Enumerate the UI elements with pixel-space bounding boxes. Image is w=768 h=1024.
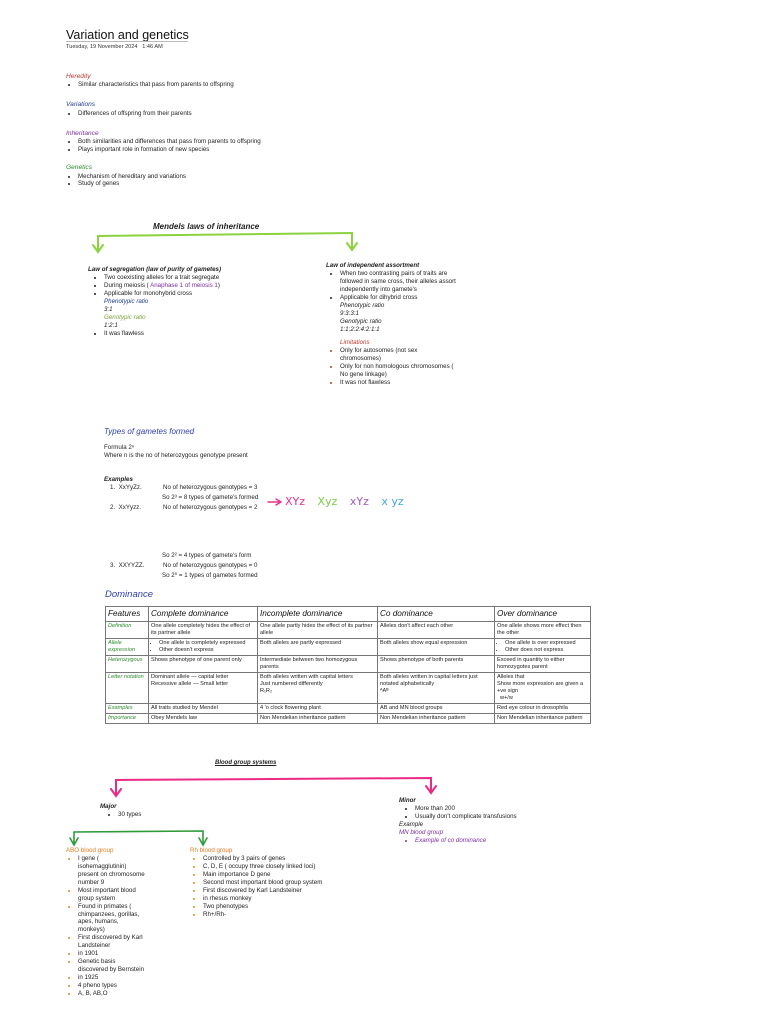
rh-point: • in rhesus monkey — [203, 895, 370, 903]
dominance-table — [105, 606, 591, 724]
blood-bracket — [111, 778, 436, 796]
date-text: Tuesday, 19 November 2024 — [66, 44, 138, 50]
geno-label: Genotypic ratio — [340, 317, 382, 325]
table-cell — [495, 639, 591, 656]
table-cell — [378, 673, 495, 704]
meiosis-pre: During meiosis ( — [104, 281, 149, 289]
example-1-line-2: So 2³ = 8 types of gamete's formed — [162, 494, 259, 501]
gamete-2: Xyz — [317, 495, 338, 508]
dihybrid-text: Applicable for dihybrid cross — [340, 293, 418, 301]
gametes-where: Where n is the no of heterozygous genotype present — [104, 452, 248, 459]
table-cell — [258, 673, 378, 704]
dominance-title: Dominance — [105, 589, 154, 600]
abo-rh-bracket — [70, 831, 207, 845]
table-cell — [149, 673, 258, 704]
major-group — [100, 803, 190, 819]
limitations-label: Limitations — [340, 339, 370, 347]
limitation-item: • Only for autosomes (not sex chromosomes) — [340, 347, 456, 363]
table-cell: One allele completely hides the effect of its partner allele — [149, 622, 258, 639]
example-number: 2. — [110, 504, 116, 511]
table-header: Complete dominance — [149, 607, 258, 622]
table-cell — [495, 673, 591, 704]
abo-point: • Most important blood group system — [78, 887, 146, 903]
cell-point: • One allele is over expressed — [505, 640, 588, 647]
genetics-point: • Study of genes — [78, 180, 426, 188]
law-of-independent-assortment — [326, 262, 456, 387]
row-label: Heterozygous — [106, 656, 149, 673]
cell-line: Both alleles written with capital letters — [260, 674, 353, 681]
example-3-line-1: No of heterozygous genotypes = 0 — [163, 562, 258, 569]
table-cell: AB and MN blood groups — [378, 704, 495, 714]
gamete-3: xYz — [349, 495, 369, 508]
cell-line: Just numbered differently — [260, 681, 323, 688]
table-cell: Alleles don't affect each other — [378, 622, 495, 639]
example-2-line-2: So 2² = 4 types of gamete's form — [162, 552, 252, 559]
pheno-value: 9:3:3:1 — [340, 309, 359, 317]
row-label: Letter notation — [106, 673, 149, 704]
mendel-title: Mendels laws of inheritance — [153, 222, 260, 231]
table-row — [106, 704, 591, 714]
rh-point: • Rh+/Rh- — [203, 911, 370, 919]
abo-group — [66, 847, 146, 998]
meiosis-post: ) — [217, 281, 220, 289]
inheritance-point: • Both similarities and differences that pass from parents to offspring — [78, 138, 426, 146]
cell-point: • Other does not express — [505, 647, 588, 654]
geno-value: 1:1:2:2:4:2:1:1 — [340, 325, 380, 333]
minor-point: • Usually don't complicate transfusions — [415, 813, 559, 821]
rh-point: • Second most important blood group system — [203, 879, 370, 887]
law-of-segregation — [88, 266, 298, 337]
handwritten-gametes — [285, 495, 404, 509]
meiosis-anaphase: Anaphase 1 of meiosis 1 — [148, 281, 218, 289]
term-genetics: Genetics — [66, 164, 93, 172]
table-cell: Both alleles are partly expressed — [258, 639, 378, 656]
abo-title: ABO blood group — [66, 847, 114, 854]
page-title: Variation and genetics — [66, 28, 189, 42]
monohybrid-text: Applicable for monohybrid cross — [104, 289, 193, 297]
pheno-value: 3:1 — [104, 305, 113, 313]
table-cell: Shows phenotype of both parents — [378, 656, 495, 673]
blood-title: Blood group systems — [215, 760, 277, 766]
term-inheritance: Inheritance — [66, 129, 99, 137]
minor-group — [399, 797, 559, 845]
segregation-point: • It was flawless — [104, 330, 298, 338]
cell-line: ᴬAᴮ — [380, 688, 389, 695]
table-cell: All traits studied by Mendel — [149, 704, 258, 714]
table-cell: One allele shows more effect then the other — [495, 622, 591, 639]
limitation-item: • Only for non homologous chromosomes ( No gene linkage) — [340, 363, 456, 379]
table-cell: Obey Mendels law — [149, 714, 258, 724]
rh-point: • C, D, E ( occupy three closely linked loci) — [203, 863, 370, 871]
examples-label: Examples — [104, 476, 133, 483]
table-row — [106, 714, 591, 724]
term-variations: Variations — [66, 101, 96, 109]
major-label: Major — [100, 803, 117, 810]
geno-value: 1:2:1 — [104, 321, 118, 329]
cell-line: R₁R₂ — [260, 688, 273, 695]
cell-line: Recessive allele — Small letter — [151, 681, 229, 688]
example-1-line-1: No of heterozygous genotypes = 3 — [163, 484, 258, 491]
abo-point: • Genetic basis discovered by Bernstein — [78, 958, 146, 974]
table-cell: Exceed in quantity to either homozygotes parent — [495, 656, 591, 673]
limitation-item: • It was not flawless — [340, 379, 456, 387]
example-2-line-1: No of heterozygous genotypes = 2 — [163, 504, 258, 511]
time-text: 1:46 AM — [142, 44, 163, 50]
rh-point: • Main importance D gene — [203, 871, 370, 879]
cell-line: Show more expression are given a +ve sign — [497, 681, 584, 695]
segregation-point: • Two coexisting alleles for a trait segregate — [104, 274, 298, 282]
table-cell: Non Mendelian inheritance pattern — [378, 714, 495, 724]
rh-point: • Two phenotypes — [203, 903, 370, 911]
inheritance-point: • Plays important role in formation of new species — [78, 146, 426, 154]
minor-example-label: Example — [399, 820, 424, 828]
example-number: 1. — [110, 484, 116, 491]
minor-point: • More than 200 — [415, 805, 559, 813]
mendel-bracket — [93, 233, 357, 252]
pheno-label: Phenotypic ratio — [340, 301, 385, 309]
example-genotype: XxYyZz. — [118, 484, 142, 491]
cell-point: • One allele is completely expressed — [159, 640, 255, 647]
example-genotype: XXYYZZ. — [118, 562, 145, 569]
gamete-4: x yz — [381, 495, 404, 508]
table-row — [106, 622, 591, 639]
table-row — [106, 639, 591, 656]
cell-line: w+/w — [500, 695, 513, 702]
table-row — [106, 673, 591, 704]
independent-point — [340, 294, 456, 334]
heredity-point: • Similar characteristics that pass from parents to offspring — [78, 81, 426, 89]
row-label: Importance — [106, 714, 149, 724]
table-row — [106, 656, 591, 673]
example-1 — [110, 484, 142, 492]
segregation-title: Law of segregation (law of purity of gametes) — [88, 266, 222, 273]
example-2 — [110, 504, 141, 512]
table-cell: Red eye colour in drosophila — [495, 704, 591, 714]
table-header-row — [106, 607, 591, 622]
abo-point: • A, B, AB,O — [78, 990, 146, 998]
abo-point: • 4 pheno types — [78, 982, 146, 990]
table-cell: Non Mendelian inheritance pattern — [495, 714, 591, 724]
row-label: Examples — [106, 704, 149, 714]
term-heredity: Heredity — [66, 73, 91, 80]
rh-point: • Controlled by 3 pairs of genes — [203, 855, 370, 863]
rh-title: Rh blood group — [190, 847, 233, 854]
minor-label: Minor — [399, 797, 416, 804]
pheno-label: Phenotypic ratio — [104, 297, 149, 305]
row-label: Allele expression — [106, 639, 149, 656]
rh-point: • First discovered by Karl Landsteiner — [203, 887, 370, 895]
abo-point: • Found in primates ( chimpanzees, gorillas, apes, humans, monkeys) — [78, 903, 146, 935]
abo-point: • First discovered by Karl Landsteiner — [78, 934, 146, 950]
table-cell: Both alleles show equal expression — [378, 639, 495, 656]
table-cell — [149, 639, 258, 656]
example-3 — [110, 562, 144, 570]
table-cell: Non Mendelian inheritance pattern — [258, 714, 378, 724]
genetics-point: • Mechanism of hereditary and variations — [78, 173, 426, 181]
gametes-arrow — [268, 499, 281, 505]
segregation-point — [104, 282, 298, 290]
example-3-line-2: So 2⁰ = 1 types of gametes formed — [162, 572, 258, 579]
geno-label: Genotypic ratio — [104, 313, 146, 321]
table-cell: One allele partly hides the effect of its partner allele — [258, 622, 378, 639]
major-point: • 30 types — [118, 811, 190, 819]
segregation-point — [104, 290, 298, 330]
independent-point: • When two contrasting pairs of traits are followed in same cross, their alleles assort independently into gamete's — [340, 270, 456, 294]
table-header: Co dominance — [378, 607, 495, 622]
row-label: Definition — [106, 622, 149, 639]
abo-point: • in 1901 — [78, 950, 146, 958]
mn-point: • Example of co dominance — [415, 837, 559, 845]
cell-line: Dominant allele — capital letter — [151, 674, 229, 681]
abo-point: • I gene ( isohemagglutinin) present on chromosome number 9 — [78, 855, 146, 887]
independent-title: Law of independent assortment — [326, 262, 420, 269]
gamete-1: XYz — [285, 495, 306, 508]
table-header: Over dominance — [495, 607, 591, 622]
rh-group — [190, 847, 370, 918]
table-cell: Intermediate between two homozygous parents — [258, 656, 378, 673]
gametes-title: Types of gametes formed — [104, 427, 195, 436]
table-header: Features — [106, 607, 149, 622]
gametes-formula: Formula 2ⁿ — [104, 444, 135, 451]
variations-point: • Differences of offspring from their parents — [78, 110, 426, 118]
example-number: 3. — [110, 562, 116, 569]
cell-line: Both alleles written in capital letters just notated alphabetically — [380, 674, 478, 688]
example-genotype: XxYyzz. — [118, 504, 141, 511]
mn-blood-group: MN blood group — [399, 828, 444, 836]
abo-point: • in 1925 — [78, 974, 146, 982]
table-header: Incomplete dominance — [258, 607, 378, 622]
cell-line: Alleles that — [497, 674, 525, 681]
cell-point: • Other doesn't express — [159, 647, 255, 654]
table-cell: 4 'o clock flowering plant — [258, 704, 378, 714]
table-cell: Shows phenotype of one parent only — [149, 656, 258, 673]
